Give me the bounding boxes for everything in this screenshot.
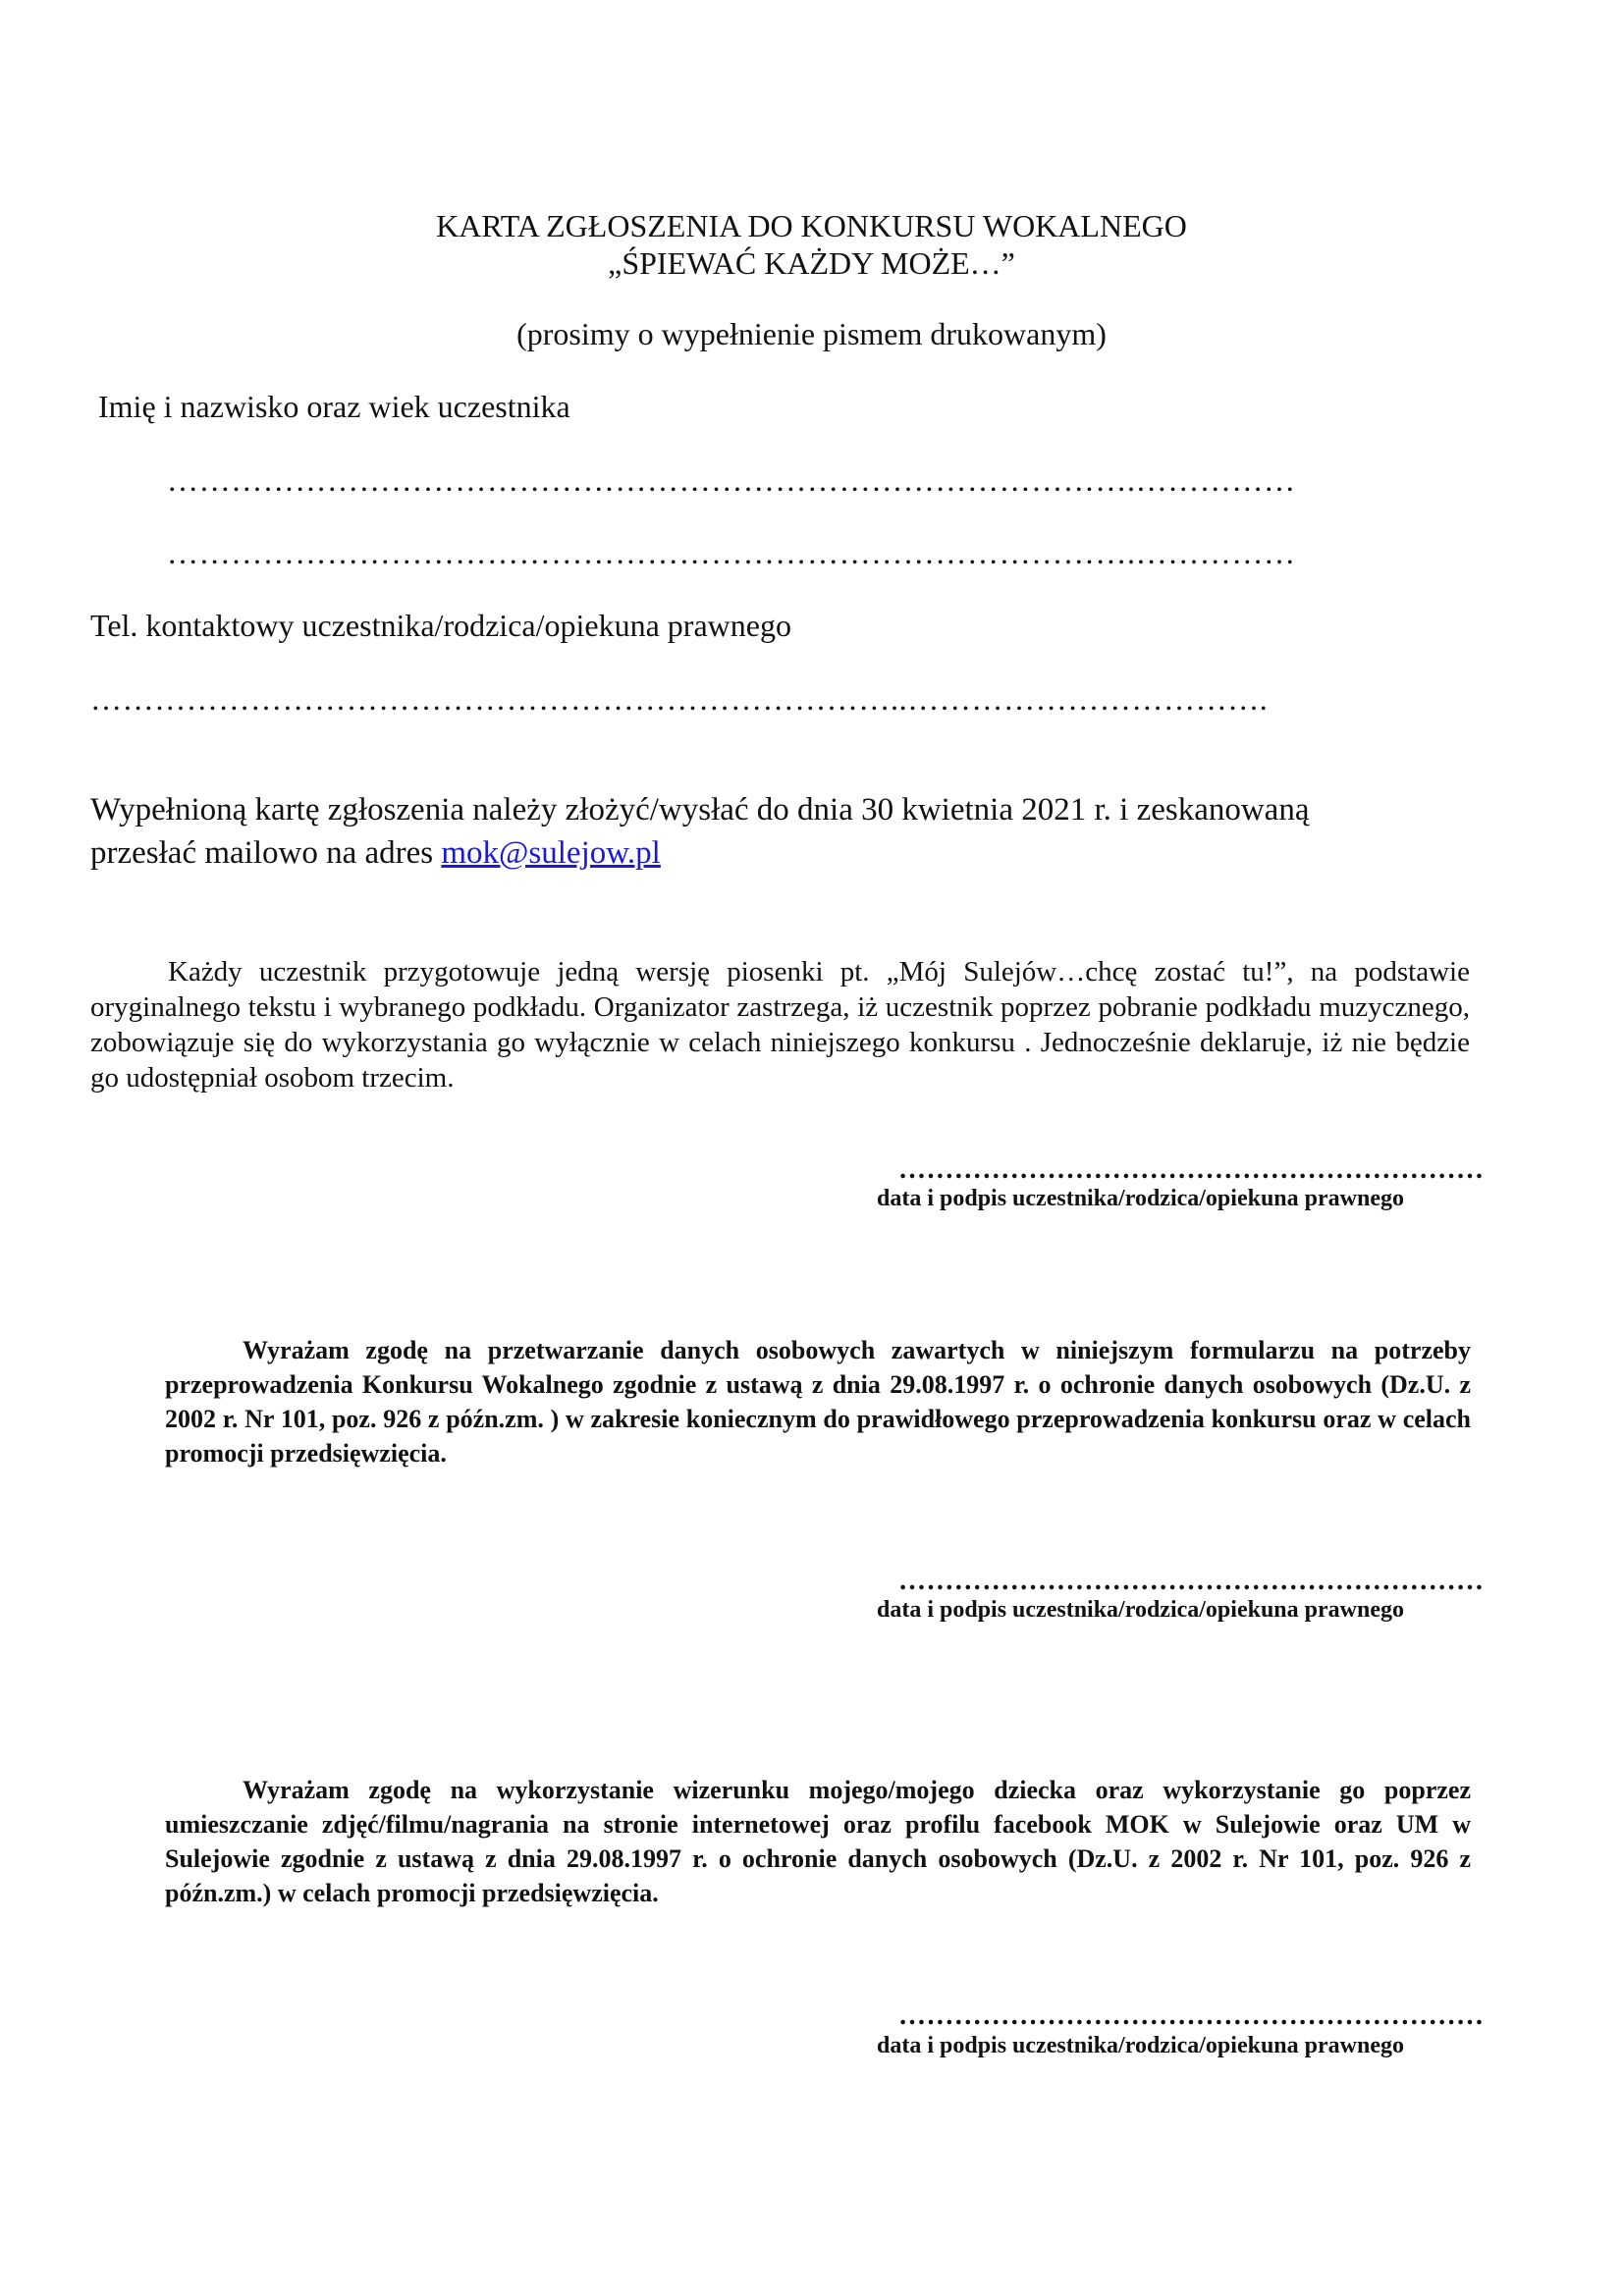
submission-notice <box>90 788 1485 875</box>
signature-label-3: data i podpis uczestnika/rodzica/opiekuna prawnego <box>877 2033 1404 2058</box>
song-rules-paragraph: Każdy uczestnik przygotowuje jedną wersję piosenki pt. „Mój Sulejów…chcę zostać tu!”, na podstawie oryginalnego tekstu i wybranego podkładu. Organizator zastrzega, iż uczestnik poprzez pobranie podkładu muzycznego, zobowiązuje się do wykorzystania go wyłącznie w celach niniejszego konkursu . Jednocześnie deklaruje, iż nie będzie go udostępniał osobom trzecim. <box>90 956 1470 1094</box>
form-title-line2: „ŚPIEWAĆ KAŻDY MOŻE…” <box>608 245 1015 281</box>
submission-notice-prefix: przesłać mailowo na adres <box>90 835 442 871</box>
participant-name-field-line-2[interactable]: ……………………………………………………………………………….…………… <box>167 535 1296 570</box>
signature-line-3[interactable]: ……………………………………………………… <box>898 2001 1485 2031</box>
signature-label-1: data i podpis uczestnika/rodzica/opiekuna prawnego <box>877 1186 1404 1211</box>
submission-notice-line2 <box>90 831 1485 875</box>
image-usage-consent: Wyrażam zgodę na wykorzystanie wizerunku mojego/mojego dziecka oraz wykorzystanie go poprzez umieszczanie zdjęć/filmu/nagrania na stronie internetowej oraz profilu facebook MOK w Sulejowie oraz UM w Sulejowie zgodnie z ustawą z dnia 29.08.1997 r. o ochronie danych osobowych (Dz.U. z 2002 r. Nr 101, poz. 926 z późn.zm.) w celach promocji przedsięwzięcia. <box>165 1776 1471 1907</box>
fill-instruction: (prosimy o wypełnienie pismem drukowanym) <box>516 316 1107 351</box>
participant-name-field-line-1[interactable]: ……………………………………………………………………………….…………… <box>167 462 1296 498</box>
data-processing-consent: Wyrażam zgodę na przetwarzanie danych osobowych zawartych w niniejszym formularzu na potrzeby przeprowadzenia Konkursu Wokalnego zgodnie z ustawą z dnia 29.08.1997 r. o ochronie danych osobowych (Dz.U. z 2002 r. Nr 101, poz. 926 z późn.zm. ) w zakresie koniecznym do prawidłowego przeprowadzenia konkursu oraz w celach promocji przedsięwzięcia. <box>165 1336 1471 1468</box>
email-link[interactable]: mok@sulejow.pl <box>441 835 661 871</box>
signature-line-2[interactable]: ……………………………………………………… <box>898 1566 1485 1596</box>
submission-notice-line1: Wypełnioną kartę zgłoszenia należy złożyć/wysłać do dnia 30 kwietnia 2021 r. i zeskanowaną <box>90 792 1310 828</box>
contact-phone-field-line[interactable]: …………………………………………………………………..……………………………. <box>90 681 1269 717</box>
participant-name-label: Imię i nazwisko oraz wiek uczestnika <box>98 389 570 424</box>
signature-line-1[interactable]: ……………………………………………………… <box>898 1154 1485 1185</box>
signature-label-2: data i podpis uczestnika/rodzica/opiekuna prawnego <box>877 1597 1404 1623</box>
contact-phone-label: Tel. kontaktowy uczestnika/rodzica/opiekuna prawnego <box>90 608 791 643</box>
form-title-line1: KARTA ZGŁOSZENIA DO KONKURSU WOKALNEGO <box>436 208 1187 243</box>
